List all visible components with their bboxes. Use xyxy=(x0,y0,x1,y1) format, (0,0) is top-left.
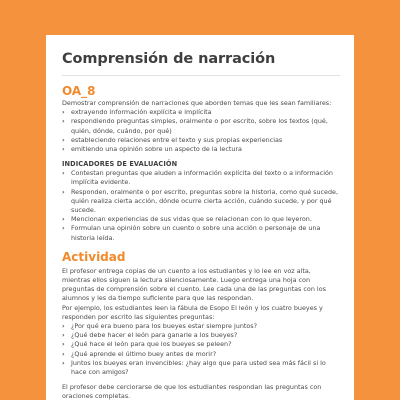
activity-paragraph: Por ejemplo, los estudiantes leen la fábula de Esopo El león y los cuatro bueyes y responden por escrito las siguientes preguntas: xyxy=(62,303,323,321)
chevron-right-icon: › xyxy=(62,117,65,126)
indicators-list xyxy=(62,169,340,243)
document-page xyxy=(46,35,354,400)
chevron-right-icon: › xyxy=(62,145,65,154)
activity-paragraph: El profesor debe cerciorarse de que los estudiantes respondan las preguntas con oraciones completas. xyxy=(62,383,322,400)
chevron-right-icon: › xyxy=(62,340,65,349)
indicators-heading: INDICADORES DE EVALUACIÓN xyxy=(62,160,178,169)
list-item: › ¿Por qué era bueno para los bueyes estar siempre juntos? xyxy=(62,322,258,331)
chevron-right-icon: › xyxy=(62,224,65,233)
chevron-right-icon: › xyxy=(62,358,65,367)
list-item: › ¿Qué aprende el último buey antes de morir? xyxy=(62,349,217,358)
chevron-right-icon: › xyxy=(62,187,65,196)
page-title: Comprensión de narración xyxy=(62,51,276,67)
activity-paragraph: El profesor entrega copias de un cuento a los estudiantes y lo lee en voz alta, mientras ellos siguen la lectura silenciosamente. Luego entrega una hoja con preguntas de comprensión sobre el cuento. Lee cada una de las preguntas con los alumnos y les da tiempo suficiente para que las respondan. xyxy=(62,266,326,303)
chevron-right-icon: › xyxy=(62,349,65,358)
list-item: › Formulan una opinión sobre un cuento o sobre una acción o personaje de una historia leída. xyxy=(62,224,321,242)
list-item: › estableciendo relaciones entre el texto y sus propias experiencias xyxy=(62,135,283,144)
list-item: › emitiendo una opinión sobre un aspecto de la lectura xyxy=(62,145,242,154)
list-item: › ¿Qué debe hacer el león para ganarle a los bueyes? xyxy=(62,331,238,340)
list-item: › extrayendo información explícita e implícita xyxy=(62,108,212,117)
questions-list xyxy=(62,322,340,377)
objective-code: OA_8 xyxy=(62,84,96,98)
list-item: › Juntos los bueyes eran invencibles: ¿hay algo que para usted sea más fácil si lo hace con amigos? xyxy=(62,358,326,377)
title-divider xyxy=(62,75,340,76)
objective-intro: Demostrar comprensión de narraciones que aborden temas que les sean familiares: xyxy=(62,99,332,107)
chevron-right-icon: › xyxy=(62,108,65,117)
list-item: › Mencionan experiencias de sus vidas que se relacionan con lo que leyeron. xyxy=(62,215,312,224)
activity-title: Actividad xyxy=(62,249,126,264)
chevron-right-icon: › xyxy=(62,331,65,340)
chevron-right-icon: › xyxy=(62,135,65,144)
objective-list xyxy=(62,108,340,154)
chevron-right-icon: › xyxy=(62,215,65,224)
list-item: › Responden, oralmente o por escrito, preguntas sobre la historia, como qué sucede, quién realiza cierta acción, dónde ocurre cierta acción, cuándo sucede, y por qué sucede. xyxy=(62,187,339,215)
chevron-right-icon: › xyxy=(62,322,65,331)
chevron-right-icon: › xyxy=(62,169,65,178)
list-item: › Contestan preguntas que aluden a información explícita del texto o a información implícita evidente. xyxy=(62,169,333,187)
list-item: › respondiendo preguntas simples, oralmente o por escrito, sobre los textos (qué, quién, dónde, cuándo, por qué) xyxy=(62,117,328,135)
list-item: › ¿Qué hace el león para que los bueyes se peleen? xyxy=(62,340,232,349)
